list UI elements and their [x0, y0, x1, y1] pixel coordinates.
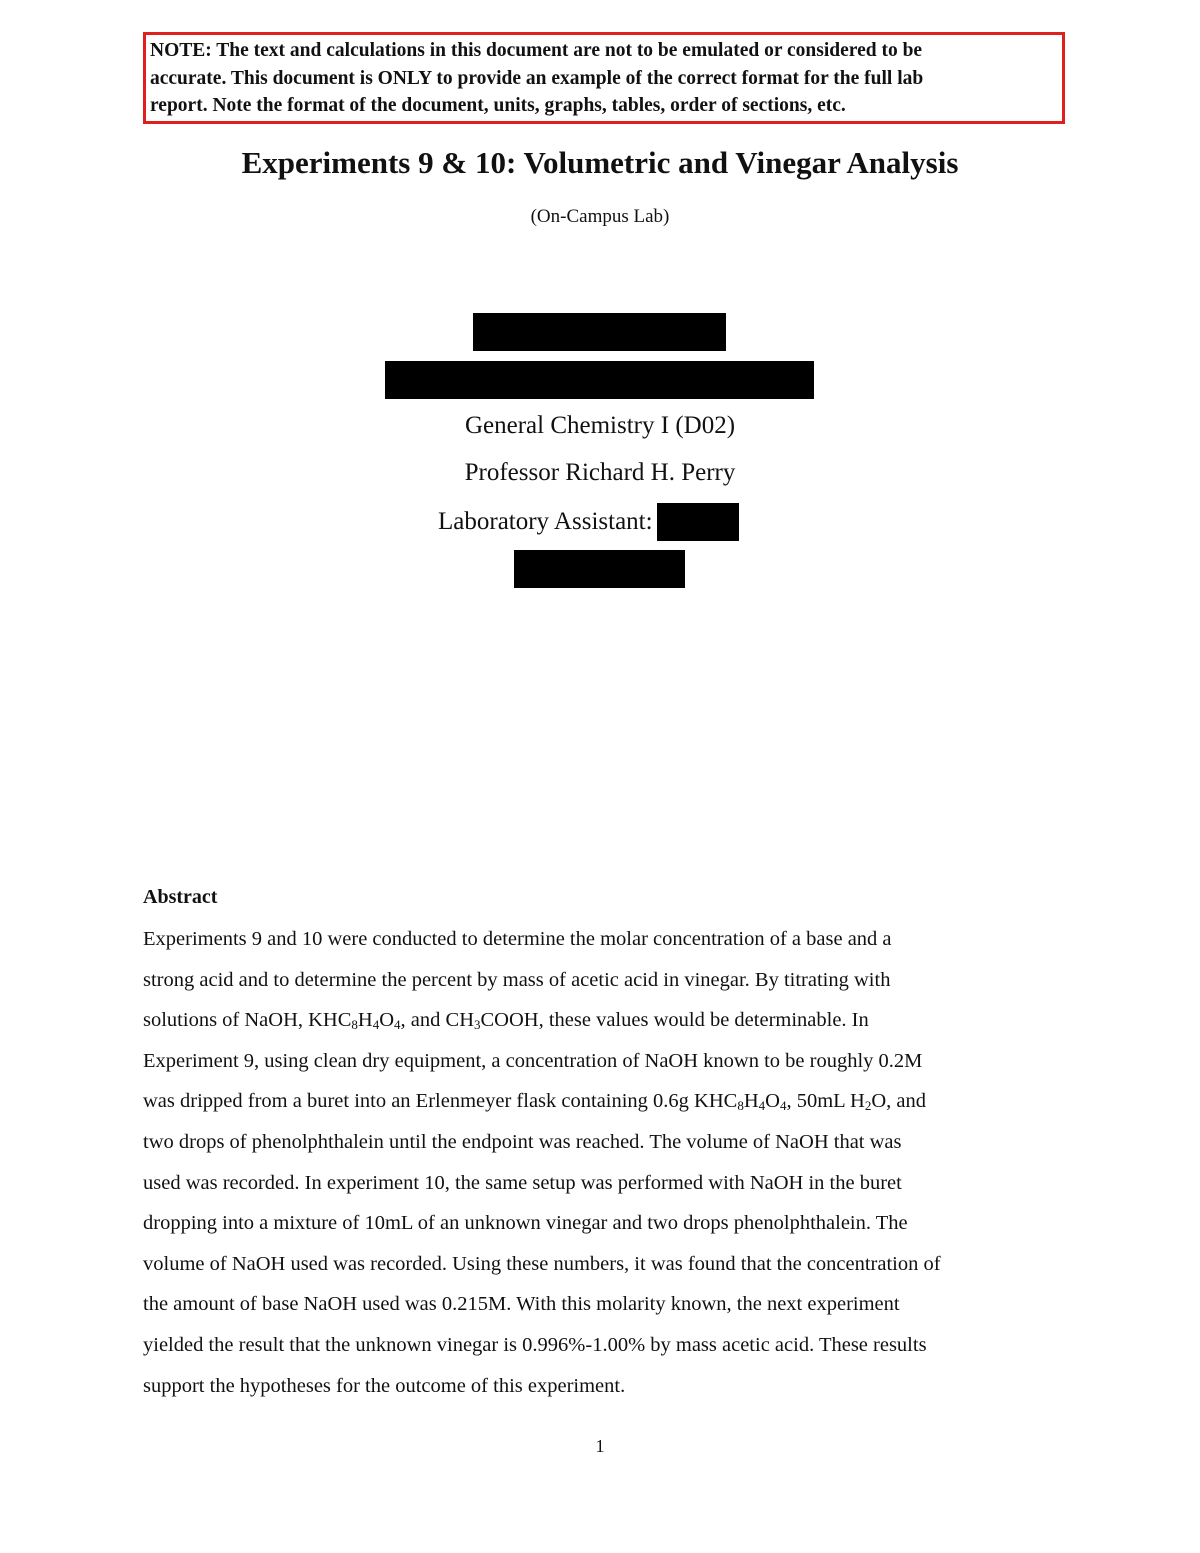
- document-subtitle: (On-Campus Lab): [530, 206, 670, 227]
- subscript: 8: [351, 1017, 358, 1033]
- redacted-date: [514, 550, 685, 588]
- abstract-line: solutions of NaOH, $KHC_8H_4O_4$, and $CH_3COOH$, these values would be determinable. In: [143, 1009, 869, 1033]
- abstract-line: was dripped from a buret into an Erlenmeyer flask containing 0.6g $KHC_8H_4O_4$, 50mL $H_2O$, and: [143, 1090, 927, 1114]
- abstract-line: the amount of base NaOH used was 0.215M. With this molarity known, the next experiment: [143, 1293, 900, 1316]
- subscript: 4: [758, 1098, 766, 1114]
- note-line: report. Note the format of the document, units, graphs, tables, order of sections, etc.: [150, 95, 846, 116]
- abstract-line: strong acid and to determine the percent by mass of acetic acid in vinegar. By titrating with: [143, 968, 891, 991]
- professor-name: Professor Richard H. Perry: [464, 459, 736, 486]
- abstract-line: two drops of phenolphthalein until the endpoint was reached. The volume of NaOH that was: [143, 1130, 902, 1153]
- page-number: 1: [595, 1436, 605, 1456]
- abstract-line: support the hypotheses for the outcome of this experiment.: [143, 1374, 626, 1397]
- subscript: 4: [394, 1017, 401, 1033]
- course-name: General Chemistry I (D02): [464, 412, 736, 439]
- abstract-line: Experiments 9 and 10 were conducted to determine the molar concentration of a base and a: [143, 928, 892, 950]
- abstract-line: dropping into a mixture of 10mL of an unknown vinegar and two drops phenolphthalein. The: [143, 1212, 908, 1235]
- lab-assistant-label: Laboratory Assistant:: [438, 508, 653, 535]
- subscript: 4: [779, 1098, 787, 1114]
- subscript: 2: [864, 1098, 872, 1114]
- disclaimer-note-box: [143, 32, 1065, 124]
- abstract-line: volume of NaOH used was recorded. Using these numbers, it was found that the concentration of: [143, 1252, 941, 1275]
- note-line: NOTE: The text and calculations in this document are not to be emulated or considered to be: [150, 40, 923, 61]
- abstract-line: Experiment 9, using clean dry equipment, a concentration of NaOH known to be roughly 0.2M: [143, 1049, 923, 1072]
- redacted-author-details: [385, 361, 814, 399]
- document-title: Experiments 9 & 10: Volumetric and Vinegar Analysis: [241, 145, 959, 180]
- subscript: 4: [372, 1017, 380, 1033]
- abstract-line: used was recorded. In experiment 10, the same setup was performed with NaOH in the buret: [143, 1171, 902, 1194]
- abstract-line: yielded the result that the unknown vinegar is 0.996%-1.00% by mass acetic acid. These results: [143, 1333, 927, 1356]
- abstract-paragraph: [143, 919, 1068, 1406]
- lab-assistant-row: [438, 503, 739, 541]
- subscript: 8: [737, 1098, 744, 1114]
- redacted-author-name: [473, 313, 726, 351]
- redacted-assistant-name: [657, 503, 739, 541]
- note-line: accurate. This document is ONLY to provide an example of the correct format for the full lab: [150, 67, 924, 89]
- abstract-heading: Abstract: [143, 886, 218, 908]
- subscript: 3: [474, 1017, 481, 1033]
